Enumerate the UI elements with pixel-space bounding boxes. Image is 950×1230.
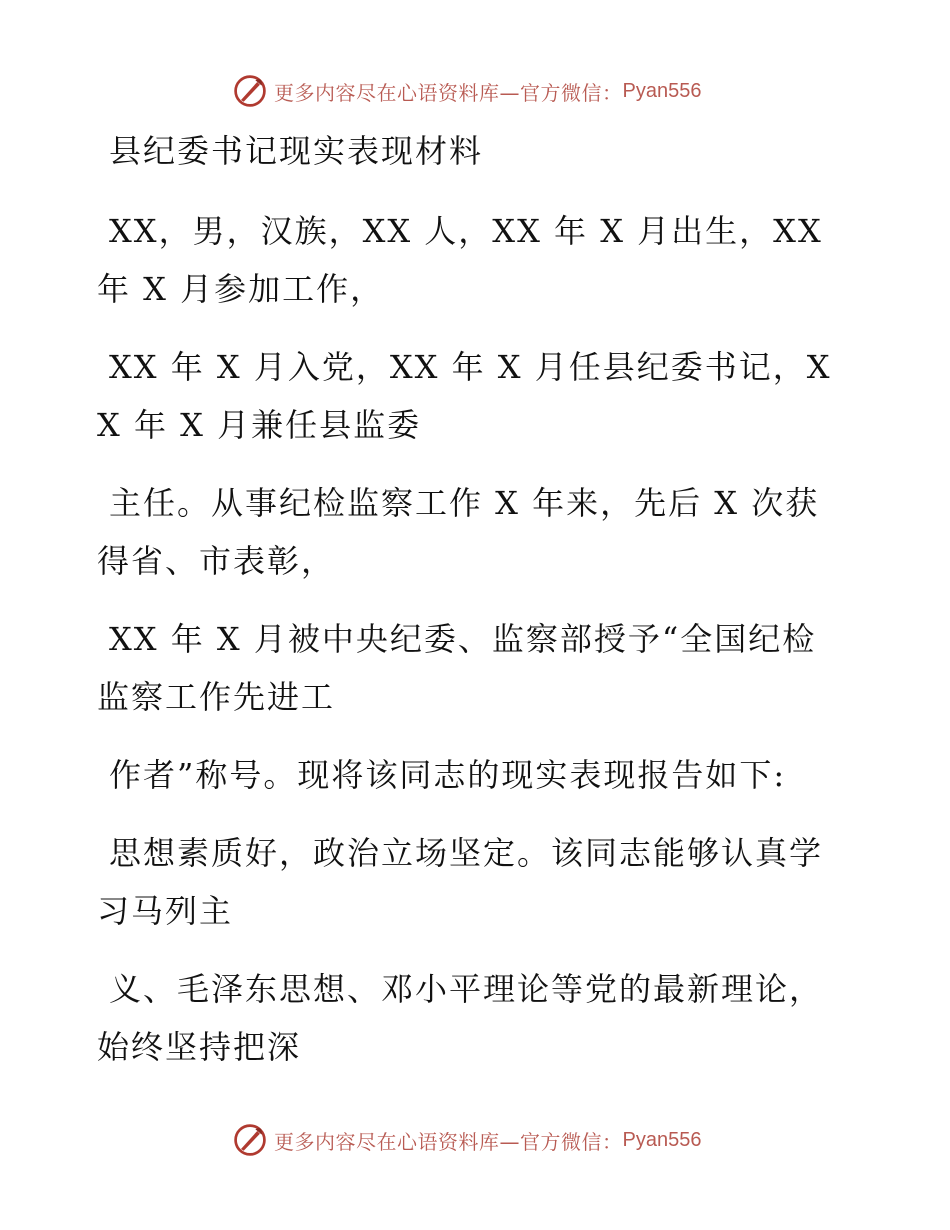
paragraph: 作者”称号。现将该同志的现实表现报告如下: bbox=[109, 756, 787, 794]
header-watermark bbox=[232, 71, 701, 111]
watermark-handle: Pyan556 bbox=[622, 1128, 702, 1151]
watermark-text: 更多内容尽在心语资料库—官方微信： bbox=[274, 1129, 623, 1154]
footer-watermark bbox=[232, 1120, 701, 1160]
paragraph: XX 年 X 月入党，XX 年 X 月任县纪委书记，XX 年 X 月兼任县监委 bbox=[97, 348, 832, 444]
paragraph: 主任。从事纪检监察工作 X 年来，先后 X 次获得省、市表彰， bbox=[97, 484, 820, 580]
paragraph: XX，男，汉族，XX 人，XX 年 X 月出生，XX 年 X 月参加工作， bbox=[97, 212, 823, 308]
paragraph: XX 年 X 月被中央纪委、监察部授予“全国纪检监察工作先进工 bbox=[97, 620, 817, 716]
paragraph: 义、毛泽东思想、邓小平理论等党的最新理论，始终坚持把深 bbox=[97, 970, 824, 1066]
watermark-text: 更多内容尽在心语资料库—官方微信： bbox=[274, 80, 623, 105]
document-body bbox=[97, 122, 832, 1096]
document-title: 县纪委书记现实表现材料 bbox=[109, 132, 484, 170]
quill-seal-icon bbox=[232, 73, 268, 109]
quill-seal-icon bbox=[232, 1122, 268, 1158]
watermark-handle: Pyan556 bbox=[622, 79, 702, 102]
paragraph: 思想素质好，政治立场坚定。该同志能够认真学习马列主 bbox=[97, 834, 824, 930]
